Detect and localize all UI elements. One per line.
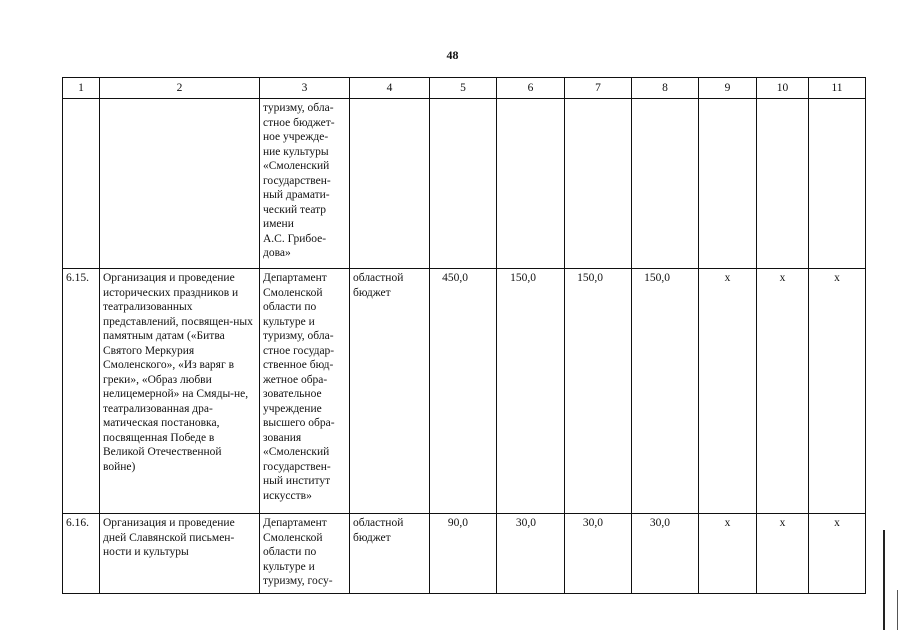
total-amount — [430, 99, 497, 269]
scan-edge-mark — [883, 530, 885, 630]
col11-value: х — [809, 514, 866, 594]
year3-amount — [632, 99, 699, 269]
year2-amount: 30,0 — [565, 514, 632, 594]
column-header: 11 — [809, 78, 866, 99]
column-header: 10 — [757, 78, 809, 99]
total-amount: 90,0 — [430, 514, 497, 594]
col9-value: х — [699, 514, 757, 594]
event-name: Организация и проведение дней Славянской письмен-ности и культуры — [100, 514, 260, 594]
column-header: 1 — [63, 78, 100, 99]
executor-cell — [260, 99, 350, 269]
column-header: 2 — [100, 78, 260, 99]
item-number — [63, 99, 100, 269]
executor-cell — [260, 269, 350, 514]
total-amount: 450,0 — [430, 269, 497, 514]
year2-amount: 150,0 — [565, 269, 632, 514]
column-header: 4 — [350, 78, 430, 99]
column-header: 3 — [260, 78, 350, 99]
program-table — [62, 77, 866, 594]
table-row — [63, 99, 866, 269]
col10-value: х — [757, 514, 809, 594]
funding-source: областной бюджет — [350, 514, 430, 594]
executor-cell — [260, 514, 350, 594]
year3-amount: 30,0 — [632, 514, 699, 594]
scan-edge-mark — [897, 590, 898, 630]
year1-amount — [497, 99, 565, 269]
funding-source — [350, 99, 430, 269]
col11-value: х — [809, 269, 866, 514]
executor-text: Департамент Смоленской области по культуре и туризму, обла- стное государ- ственное бюд- жетное обра- зовательное учреждение высшего обра- зования «Смоленский государствен- ный институт искусств» — [263, 272, 335, 502]
col9-value: х — [699, 269, 757, 514]
col10-value — [757, 99, 809, 269]
event-name — [100, 99, 260, 269]
page-number: 48 — [446, 48, 459, 62]
column-header: 9 — [699, 78, 757, 99]
executor-text: Департамент Смоленской области по культуре и туризму, госу- — [263, 517, 333, 587]
table-header-row — [63, 78, 866, 99]
column-header: 5 — [430, 78, 497, 99]
col10-value: х — [757, 269, 809, 514]
col11-value — [809, 99, 866, 269]
column-header: 7 — [565, 78, 632, 99]
table-row — [63, 269, 866, 514]
item-number: 6.16. — [63, 514, 100, 594]
year3-amount: 150,0 — [632, 269, 699, 514]
column-header: 6 — [497, 78, 565, 99]
item-number: 6.15. — [63, 269, 100, 514]
year2-amount — [565, 99, 632, 269]
column-header: 8 — [632, 78, 699, 99]
year1-amount: 150,0 — [497, 269, 565, 514]
year1-amount: 30,0 — [497, 514, 565, 594]
col9-value — [699, 99, 757, 269]
event-name: Организация и проведение исторических праздников и театрализованных представлений, посвящен-ных памятным датам («Битва Святого Меркурия Смоленского», «Из варяг в греки», «Образ любви нелицемерной» на Смяды-не, театрализованная дра-матическая постановка, посвященная Победе в Великой Отечественной войне) — [100, 269, 260, 514]
executor-text: туризму, обла- стное бюджет- ное учрежде- ние культуры «Смоленский государствен- ный драмати- ческий театр имени А.С. Грибое- дова» — [263, 102, 335, 259]
funding-source: областной бюджет — [350, 269, 430, 514]
table-row — [63, 514, 866, 594]
